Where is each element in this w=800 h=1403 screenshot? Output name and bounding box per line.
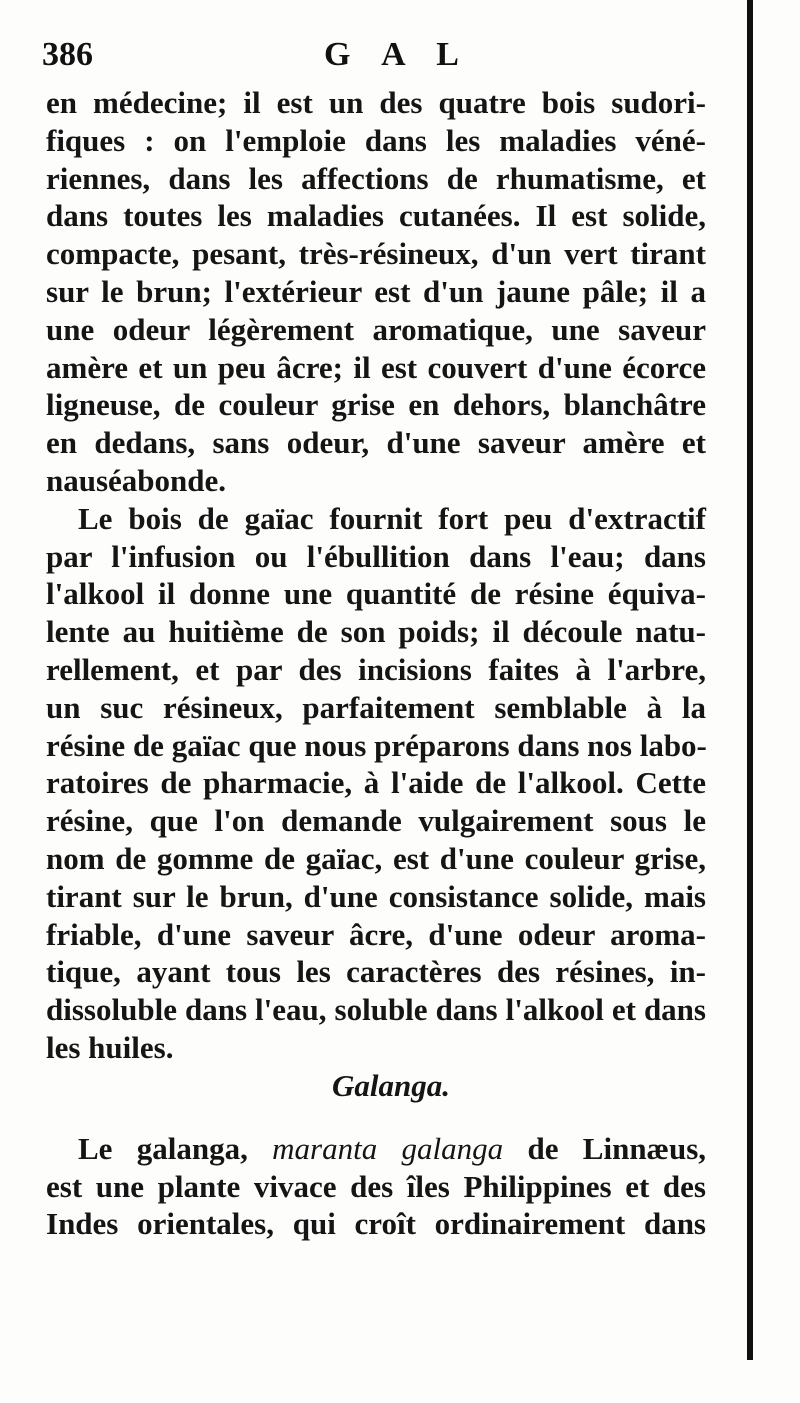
text-segment: Le galanga,	[78, 1130, 273, 1166]
text-line: une odeur légèrement aromatique, une saveur	[46, 311, 706, 347]
text-line: lente au huitième de son poids; il découle natu-	[46, 614, 706, 650]
latin-name: maranta galanga	[272, 1130, 504, 1166]
text-line: nauséabonde.	[46, 462, 227, 498]
text-line	[46, 1130, 706, 1168]
text-line: par l'infusion ou l'ébullition dans l'eau; dans	[46, 538, 706, 574]
text-line: fiques : on l'emploie dans les maladies véné-	[46, 122, 706, 158]
text-line: un suc résineux, parfaitement semblable à la	[46, 689, 706, 725]
paragraph-3	[46, 1130, 706, 1243]
spacer	[46, 1108, 706, 1130]
running-head-title: G A L	[324, 36, 471, 73]
paragraph-1	[46, 84, 706, 500]
text-line: Indes orientales, qui croît ordinairement dans	[46, 1206, 706, 1242]
text-line: compacte, pesant, très-résineux, d'un vert tirant	[46, 236, 706, 272]
text-line: friable, d'une saveur âcre, d'une odeur aroma-	[46, 916, 706, 952]
text-line: tirant sur le brun, d'une consistance solide, mais	[46, 878, 706, 914]
text-line: Le bois de gaïac fournit fort peu d'extractif	[78, 500, 706, 536]
text-line: sur le brun; l'extérieur est d'un jaune pâle; il a	[46, 273, 706, 309]
text-line: ligneuse, de couleur grise en dehors, blanchâtre	[46, 387, 706, 423]
text-line: tique, ayant tous les caractères des résines, in-	[46, 954, 706, 990]
page-edge-rule	[747, 0, 753, 1360]
text-line: en dedans, sans odeur, d'une saveur amère et	[46, 425, 706, 461]
text-line: est une plante vivace des îles Philippines et des	[46, 1168, 706, 1204]
section-heading: Galanga.	[332, 1067, 450, 1103]
text-line: dans toutes les maladies cutanées. Il est solide,	[46, 198, 706, 234]
paragraph-2	[46, 500, 706, 1067]
text-line: en médecine; il est un des quatre bois sudori-	[46, 85, 706, 120]
running-head	[42, 36, 712, 86]
text-line: résine, que l'on demande vulgairement sous le	[46, 803, 706, 839]
text-line: amère et un peu âcre; il est couvert d'une écorce	[46, 349, 706, 385]
text-line: dissoluble dans l'eau, soluble dans l'alkool et dans	[46, 992, 706, 1028]
text-line: rellement, et par des incisions faites à l'arbre,	[46, 651, 706, 687]
body-text	[46, 84, 706, 1243]
text-line: résine de gaïac que nous préparons dans nos labo-	[46, 727, 707, 763]
text-line: ratoires de pharmacie, à l'aide de l'alkool. Cette	[46, 765, 706, 801]
text-line: nom de gomme de gaïac, est d'une couleur grise,	[46, 840, 706, 876]
text-line: l'alkool il donne une quantité de résine équiva-	[46, 576, 706, 612]
text-segment: de Linnæus,	[503, 1130, 707, 1166]
text-line: les huiles.	[46, 1029, 174, 1065]
page-number: 386	[42, 36, 93, 73]
text-line: riennes, dans les affections de rhumatisme, et	[46, 160, 706, 196]
